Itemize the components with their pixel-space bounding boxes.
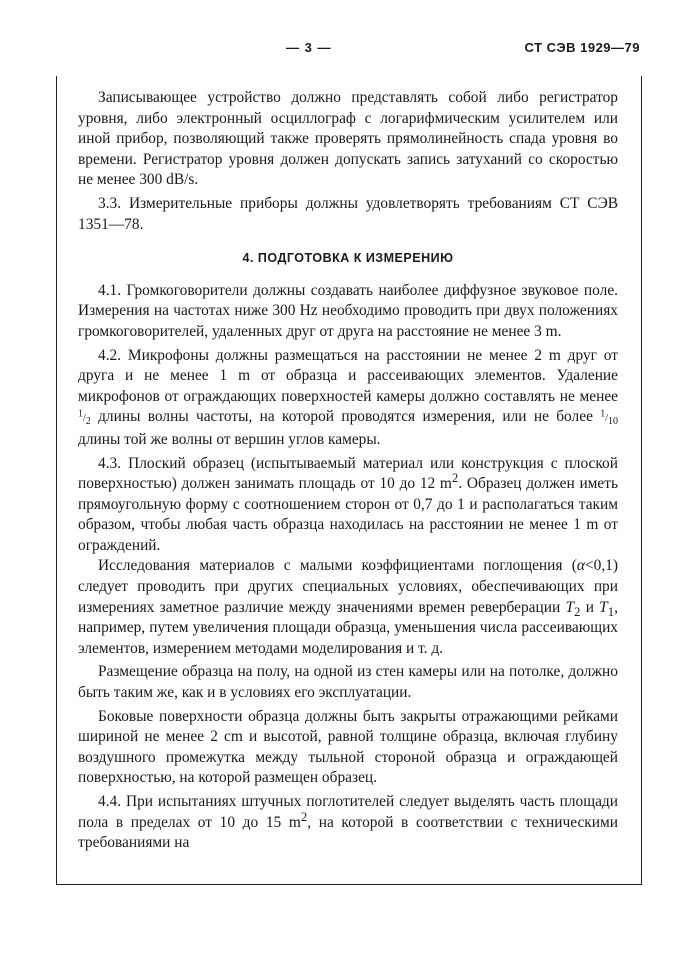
text-fragment: , например, путем увеличения площади образца, уменьшения числа рассеивающих элементов, измерением методами моделирования и т. д. bbox=[78, 598, 619, 657]
text-fragment: 4.4. При испытаниях штучных поглотителей следует выделять часть площади пола в пределах от 10 до 15 m bbox=[78, 793, 618, 831]
fraction-denominator: 10 bbox=[608, 416, 618, 428]
text-fragment: и bbox=[580, 598, 600, 616]
text-fragment: . Образец должен иметь прямоугольную форму с соотношением сторон от 0,7 до 1 и располагаться таким образом, чтобы любая часть образца находилась на расстоянии не менее 1 m от ограждений. bbox=[78, 475, 618, 554]
superscript: 2 bbox=[451, 470, 459, 485]
text-fragment: , на которой в соответствии с техническими требованиями на bbox=[78, 813, 618, 852]
text-fragment: <0,1) следует проводить при других специальных условиях, обеспечивающих при измерениях заметное различие между значениями времен реверберации bbox=[78, 557, 618, 616]
text-fragment: 4.2. Микрофоны должны размещаться на расстоянии не менее 2 m друг от друга и не менее 1 m от образца и рассеивающих элементов. Удаление микрофонов от ограждающих поверхностей камеры должно составлять не менее bbox=[78, 346, 618, 405]
section-title: 4. ПОДГОТОВКА К ИЗМЕРЕНИЮ bbox=[242, 251, 454, 266]
page-number: — 3 — bbox=[286, 40, 332, 55]
document-body bbox=[78, 88, 618, 854]
fraction-numerator: 1 bbox=[600, 408, 606, 420]
subscript: 2 bbox=[574, 604, 581, 619]
paragraph-low-absorption bbox=[78, 556, 618, 659]
paragraph-4-2 bbox=[78, 346, 618, 451]
fraction-denominator: 2 bbox=[85, 416, 91, 428]
paragraph-placement: Размещение образца на полу, на одной из стен камеры или на потолке, должно быть таким же, как и в условиях его эксплуатации. bbox=[78, 663, 618, 702]
paragraph-4-4 bbox=[78, 792, 618, 854]
page-header bbox=[60, 40, 640, 62]
superscript: 2 bbox=[300, 809, 308, 824]
paragraph-4-1: 4.1. Громкоговорители должны создавать наиболее диффузное звуковое поле. Измерения на частотах ниже 300 Hz необходимо проводить при двух положениях громкоговорителей, удаленных друг от друга на расстояние не менее 3 m. bbox=[78, 281, 618, 340]
paragraph-recorder: Записывающее устройство должно представлять собой либо регистратор уровня, либо электронный осциллограф с логарифмическим усилителем или иной прибор, позволяющий также проверять прямолинейность спада уровня во времени. Регистратор уровня должен допускать запись затуханий со скоростью не менее 300 dB/s. bbox=[78, 89, 618, 189]
standard-code: СТ СЭВ 1929—79 bbox=[524, 40, 640, 55]
t-symbol: T bbox=[599, 598, 608, 616]
t-symbol: T bbox=[565, 598, 575, 616]
paragraph-3-3: 3.3. Измерительные приборы должны удовлетворять требованиям СТ СЭВ 1351—78. bbox=[78, 194, 618, 233]
fraction-tenth: $^1/_{10}$ bbox=[600, 408, 618, 428]
text-fragment: длины волны частоты, на которой проводятся измерения, или не более bbox=[90, 408, 601, 426]
alpha-symbol: α bbox=[576, 557, 585, 575]
paragraph-side-surfaces: Боковые поверхности образца должны быть закрыты отражающими рейками шириной не менее 2 cm и высотой, равной толщине образца, включая глубину воздушного промежутка между тыльной стороной образца и ограждающей поверхностью, на которой размещен образец. bbox=[78, 707, 618, 787]
paragraph-4-3 bbox=[78, 454, 618, 557]
fraction-half: $^1/_2$ bbox=[78, 408, 91, 428]
text-fragment: длины той же волны от вершин углов камеры. bbox=[78, 430, 381, 448]
text-fragment: 4.3. Плоский образец (испытываемый материал или конструкция с плоской поверхностью) должен занимать площадь от 10 до 12 m bbox=[78, 454, 618, 493]
text-fragment: Исследования материалов с малыми коэффициентами поглощения ( bbox=[98, 557, 577, 575]
subscript: 1 bbox=[607, 604, 615, 619]
fraction-numerator: 1 bbox=[78, 408, 83, 420]
